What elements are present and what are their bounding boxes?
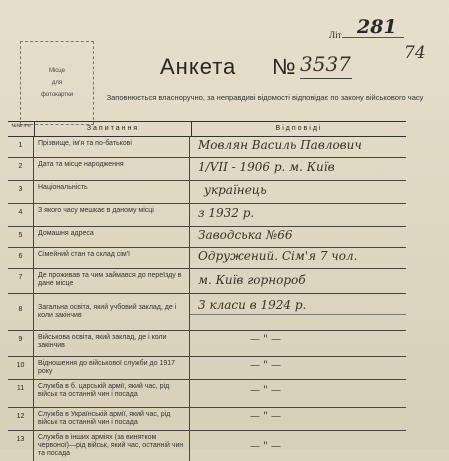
table-row [8, 158, 406, 181]
table-row [8, 408, 406, 431]
row-question: Де проживав та чим займався до переїзду в дане місце [34, 269, 190, 293]
row-question: Домашня адреса [34, 227, 190, 247]
row-number: 6 [8, 248, 34, 268]
table-row [8, 137, 406, 158]
row-answer: — " — [250, 411, 281, 422]
row-answer-cell [190, 204, 406, 226]
row-question: Відношення до військової служби до 1917 року [34, 357, 190, 379]
photo-placeholder [20, 41, 94, 125]
number-sign: № [272, 54, 296, 79]
row-answer: з 1932 р. [198, 206, 255, 220]
row-question: Прізвище, ім'я та по-батькові [34, 137, 190, 157]
photo-label-line-3: фотокартки [40, 92, 74, 98]
row-number: 1 [8, 137, 34, 157]
row-answer-cell [190, 269, 406, 293]
instructions: Заповнюється власноручно, за неправдиві відомості відповідає по закону військового часу [106, 93, 424, 102]
lit-underline [342, 37, 404, 38]
row-number: 12 [8, 408, 34, 430]
column-header-question: Запитання [35, 122, 192, 136]
page-title: Анкета [160, 54, 237, 79]
row-question: Служба в б. царській армії, який час, рід військ та останній чин і посада [34, 380, 190, 407]
row-question: Служба в інших арміях (за винятком червоної)—рід військ, який час, останній чин та посада [34, 431, 190, 461]
table-row [8, 269, 406, 294]
corner-number: 74 [404, 43, 426, 63]
row-number: 3 [8, 181, 34, 203]
table-row [8, 294, 406, 331]
table-row [8, 204, 406, 227]
row-answer-cell [190, 380, 406, 407]
row-answer: Одружений. Сім'я 7 чол. [198, 249, 358, 263]
row-question: Сімейний стан та склад сім'ї [34, 248, 190, 268]
row-number: 5 [8, 227, 34, 247]
row-answer-cell [190, 227, 406, 247]
row-question: Загальна освіта, який учбовий заклад, де і коли закінчив [34, 294, 190, 330]
row-number: 11 [8, 380, 34, 407]
table-row [8, 431, 406, 461]
row-number: 13 [8, 431, 34, 461]
column-header-answer: Відповіді [275, 125, 323, 132]
column-header-number: №№ п-п [8, 122, 35, 136]
photo-label-line-2: для [51, 80, 63, 86]
table-header [8, 121, 406, 137]
row-answer: — " — [250, 334, 281, 345]
row-answer-cell [190, 248, 406, 268]
lit-number: 281 [357, 16, 397, 38]
row-answer: Мовлян Василь Павлович [198, 138, 362, 152]
table-row [8, 357, 406, 380]
table-row [8, 181, 406, 204]
row-answer: м. Київ горнороб [198, 273, 306, 287]
answer-guide-line [190, 314, 406, 315]
row-number: 7 [8, 269, 34, 293]
row-number: 10 [8, 357, 34, 379]
row-answer-cell [190, 158, 406, 180]
row-answer-cell [190, 331, 406, 356]
row-answer: 3 класи в 1924 р. [198, 298, 307, 312]
row-question: Національність [34, 181, 190, 203]
row-question: З якого часу мешкає в даному місці [34, 204, 190, 226]
row-answer: — " — [250, 360, 281, 371]
table-row [8, 248, 406, 269]
row-question: Служба в Українській армії, який час, рід військ та останній чин і посада [34, 408, 190, 430]
table-row [8, 227, 406, 248]
row-answer-cell [190, 294, 406, 330]
questionnaire-table [8, 121, 406, 461]
row-question: Військова освіта, який заклад, де і коли закінчив [34, 331, 190, 356]
row-answer-cell [190, 181, 406, 203]
row-answer-cell [190, 357, 406, 379]
row-answer: 1/VII - 1906 р. м. Київ [198, 160, 335, 174]
photo-label-line-1: Місце [48, 68, 66, 74]
row-answer: українець [204, 183, 267, 197]
anketa-number: 3537 [300, 52, 351, 76]
row-number: 8 [8, 294, 34, 330]
row-answer-cell [190, 408, 406, 430]
row-number: 4 [8, 204, 34, 226]
row-question: Дата та місце народження [34, 158, 190, 180]
row-answer: — " — [250, 441, 281, 452]
row-answer: — " — [250, 385, 281, 396]
table-row [8, 380, 406, 408]
row-answer-cell [190, 431, 406, 461]
anketa-number-underline [300, 78, 352, 79]
lit-label: Літ [329, 30, 342, 40]
row-answer-cell [190, 137, 406, 157]
row-answer: Заводська №66 [198, 228, 293, 242]
row-number: 2 [8, 158, 34, 180]
row-number: 9 [8, 331, 34, 356]
table-row [8, 331, 406, 357]
